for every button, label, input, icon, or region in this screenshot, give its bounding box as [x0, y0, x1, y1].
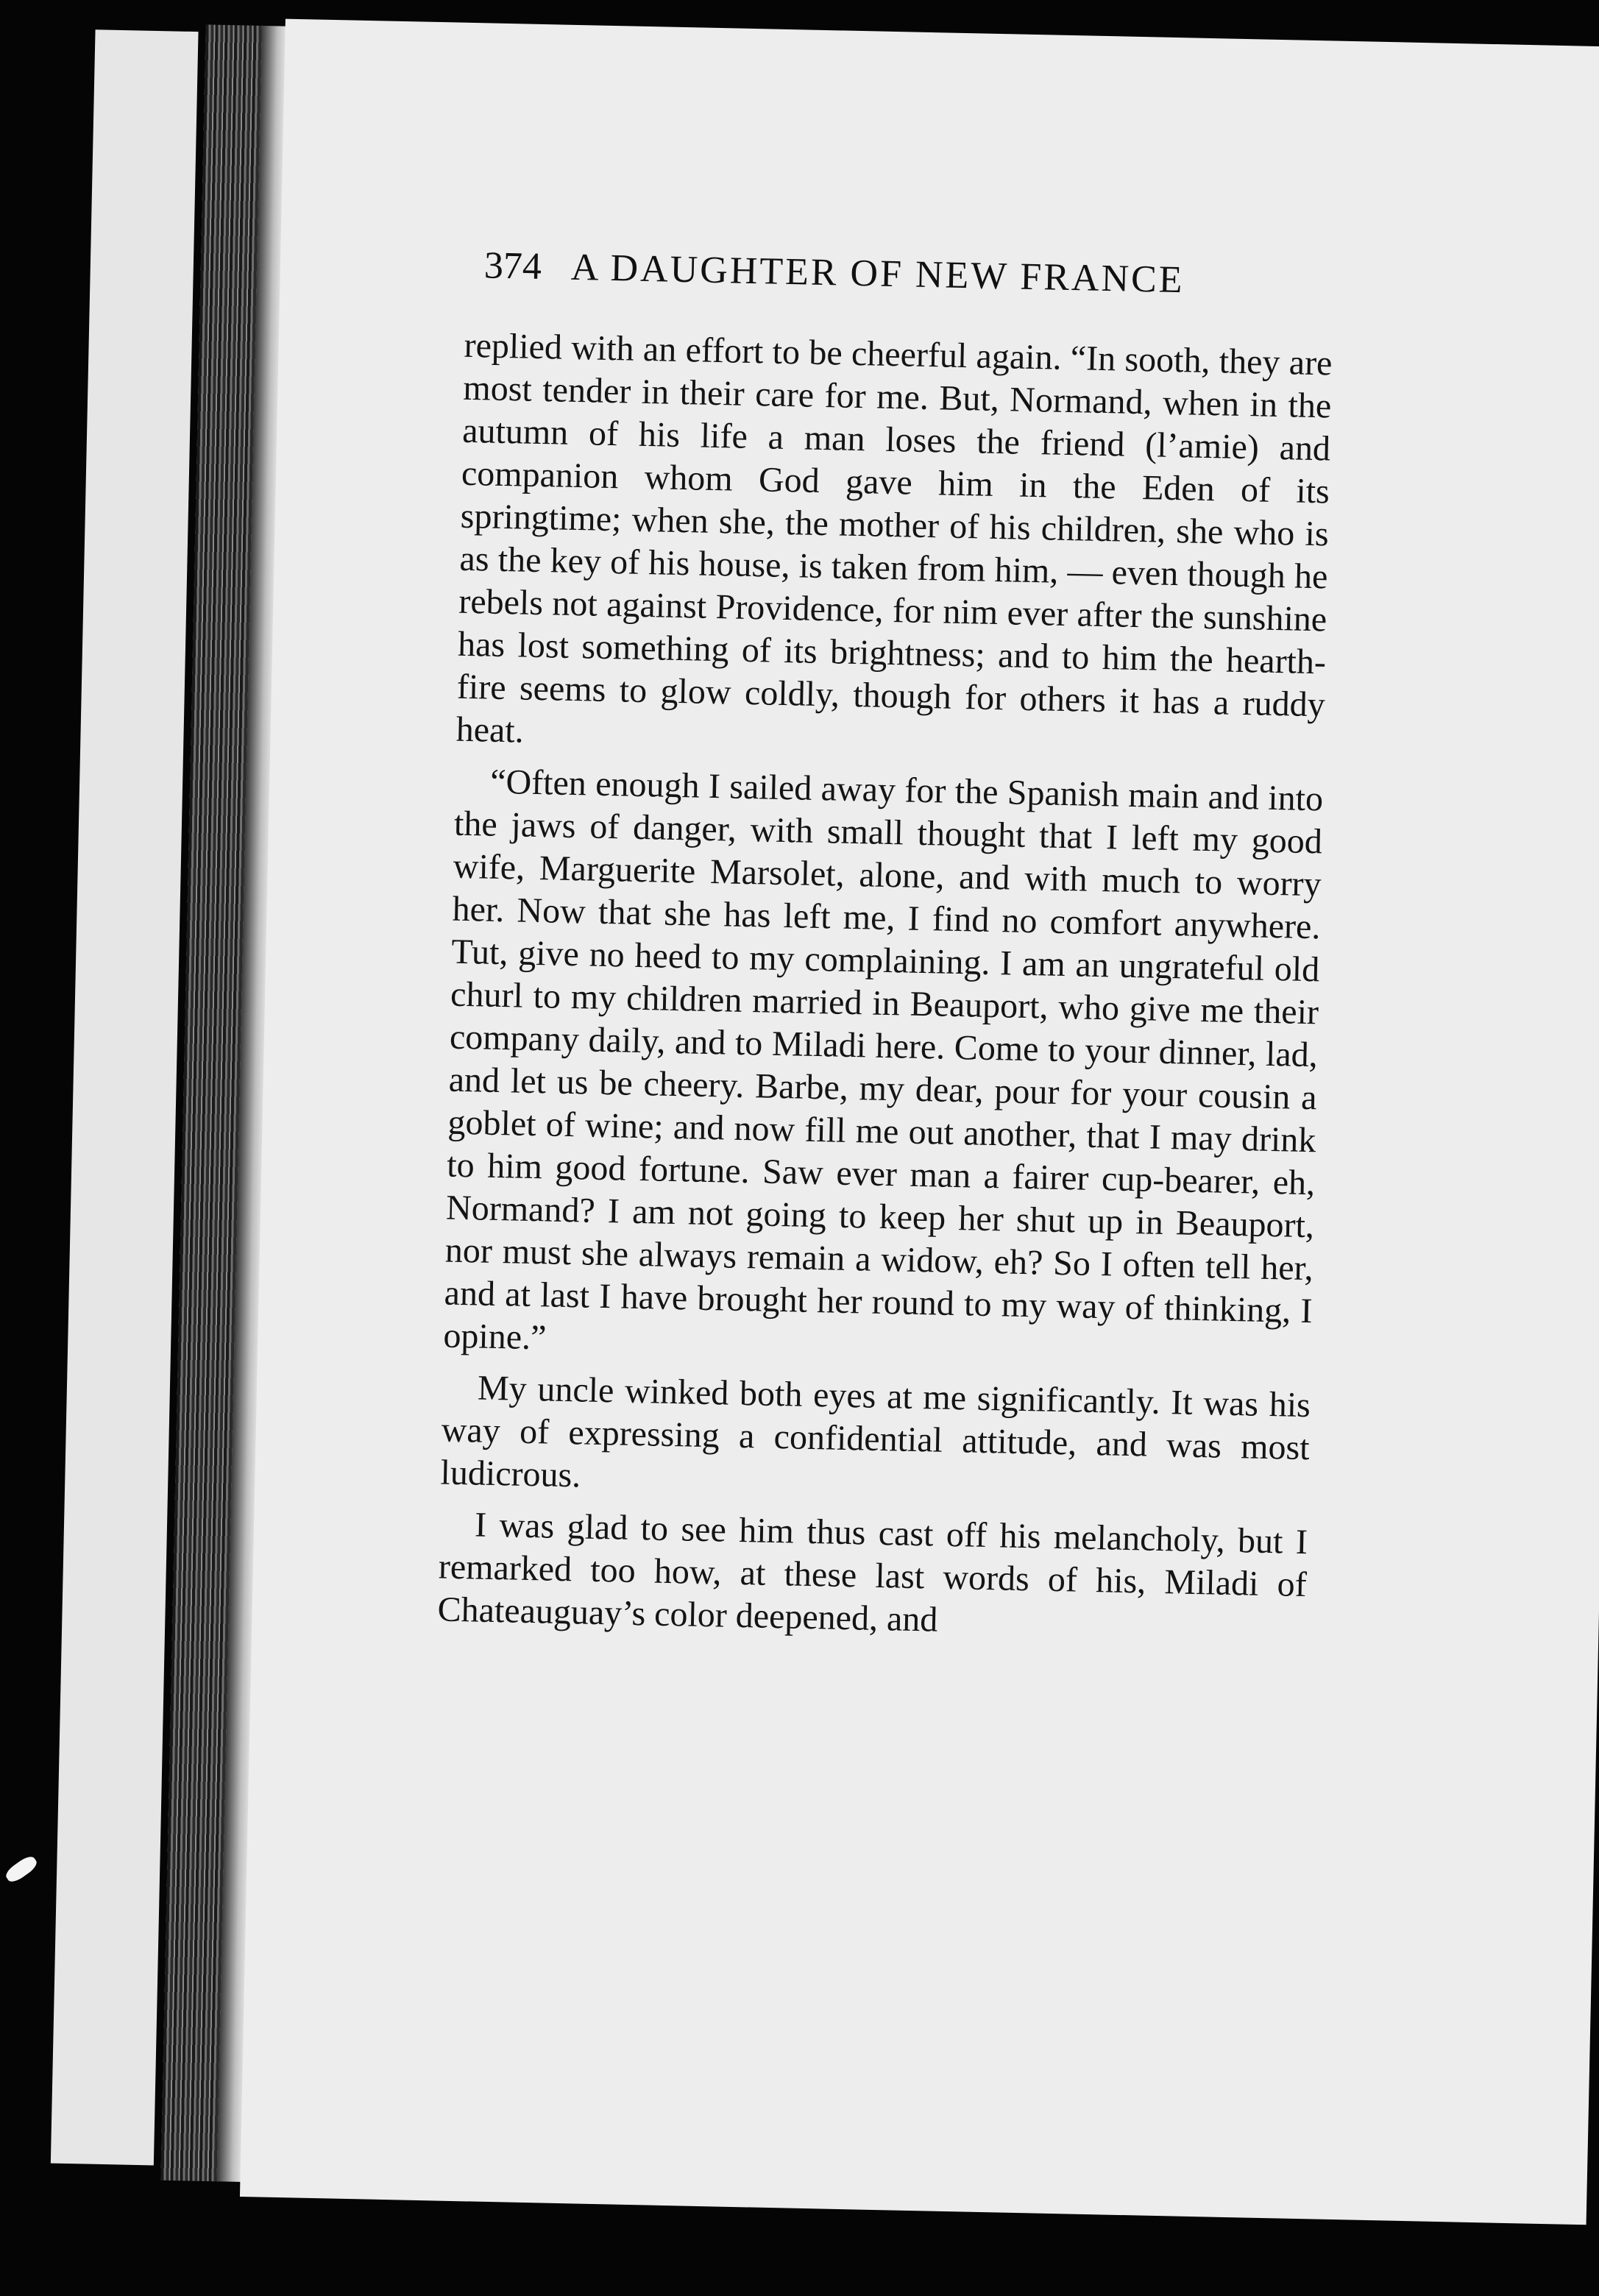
paragraph: I was glad to see him thus cast off his melancholy, but I remarked too how, at these last words of his, Miladi of Chateauguay’s color deepened, and — [437, 1505, 1308, 1640]
paragraph: replied with an effort to be cheerful again. “In sooth, they are most tender in their care for me. But, Normand, when in the autumn of his life a man loses the friend (l’amie) and companion whom God gave him in the Eden of its springtime; when she, the mother of his children, she who is as the key of his house, is taken from him, — even though he rebels not against Providence, for nim ever after the sunshine has lost something of its brightness; and to him the hearth-fire seems to glow coldly, though for others it has a ruddy heat. — [455, 325, 1333, 751]
paragraph: “Often enough I sailed away for the Spanish main and into the jaws of danger, with small thought that I left my good wife, Marguerite Marsolet, alone, and with much to worry her. Now that she has left me, I find no comfort anywhere. Tut, give no heed to my complaining. I am an ungrateful old churl to my children married in Beauport, who give me their company daily, and to Miladi here. Come to your dinner, lad, and let us be cheery. Barbe, my dear, pour for your cousin a goblet of wine; and now fill me out another, that I may drink to him good fortune. Saw ever man a fairer cup-bearer, eh, Normand? I am not going to keep her shut up in Beauport, nor must she always remain a widow, eh? So I often tell her, and at last I have brought her round to my way of thinking, I opine.” — [442, 762, 1324, 1358]
running-title: A DAUGHTER OF NEW FRANCE — [570, 246, 1185, 302]
scan-speck — [3, 1854, 39, 1885]
open-book — [43, 15, 1599, 2239]
page-number: 374 — [483, 244, 542, 288]
body-text — [437, 325, 1333, 1649]
paragraph: My uncle winked both eyes at me significantly. It was his way of expressing a confidential attitude, and was most ludicrous. — [440, 1368, 1311, 1495]
